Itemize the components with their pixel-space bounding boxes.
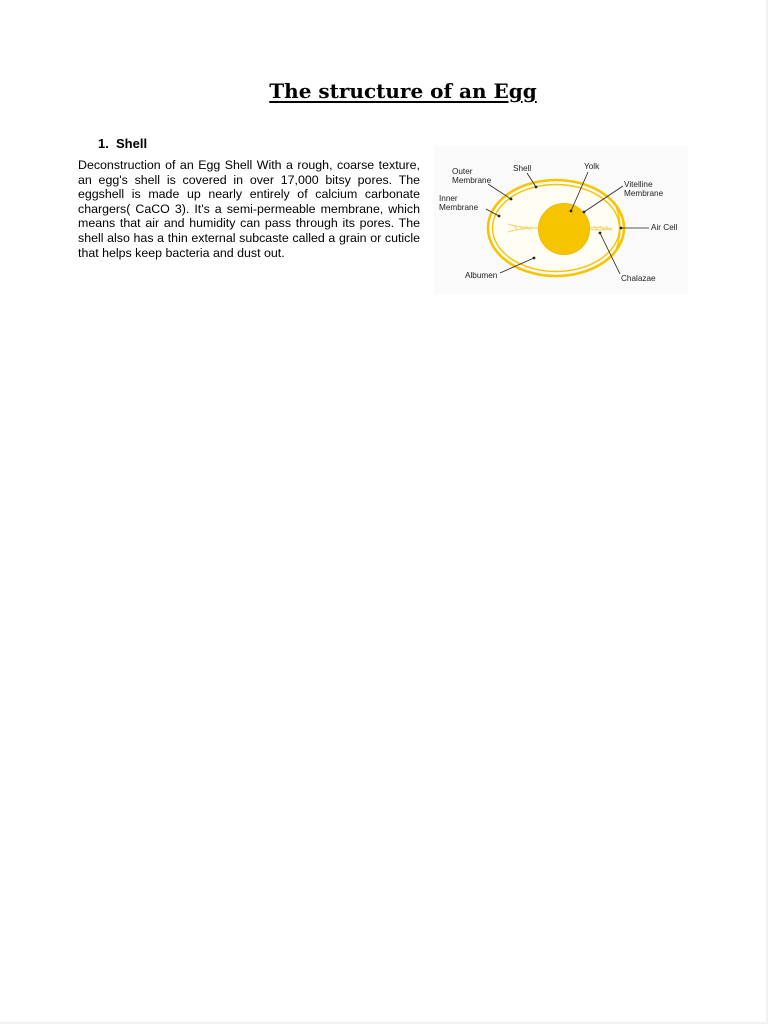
label-vitelline-membrane-1: Vitelline (624, 180, 653, 189)
label-inner-membrane-1: Inner (439, 194, 458, 203)
section-paragraph: Deconstruction of an Egg Shell With a rough, coarse texture, an egg's shell is covered in over 17,000 bitsy pores. The eggshell is made up nearly entirely of calcium carbonate chargers( CaCO 3). It's a semi-permeable membrane, which means that air and humidity can pass through its pores. The shell also has a thin external subcaste called a grain or cuticle that helps keep bacteria and dust out. (78, 158, 420, 260)
egg-structure-diagram (434, 146, 688, 294)
section-number: 1. (98, 136, 109, 151)
label-outer-membrane-1: Outer (452, 167, 473, 176)
label-inner-membrane-2: Membrane (439, 203, 479, 212)
section-heading (98, 136, 147, 151)
label-albumen: Albumen (465, 271, 498, 280)
label-shell: Shell (513, 164, 532, 173)
egg-yolk (539, 204, 590, 255)
label-air-cell: Air Cell (651, 223, 678, 232)
label-yolk: Yolk (584, 162, 600, 171)
label-vitelline-membrane-2: Membrane (624, 189, 664, 198)
document-title: The structure of an Egg (269, 79, 537, 103)
label-outer-membrane-2: Membrane (452, 176, 492, 185)
section-heading-text: Shell (116, 136, 148, 151)
label-chalazae: Chalazae (621, 274, 656, 283)
